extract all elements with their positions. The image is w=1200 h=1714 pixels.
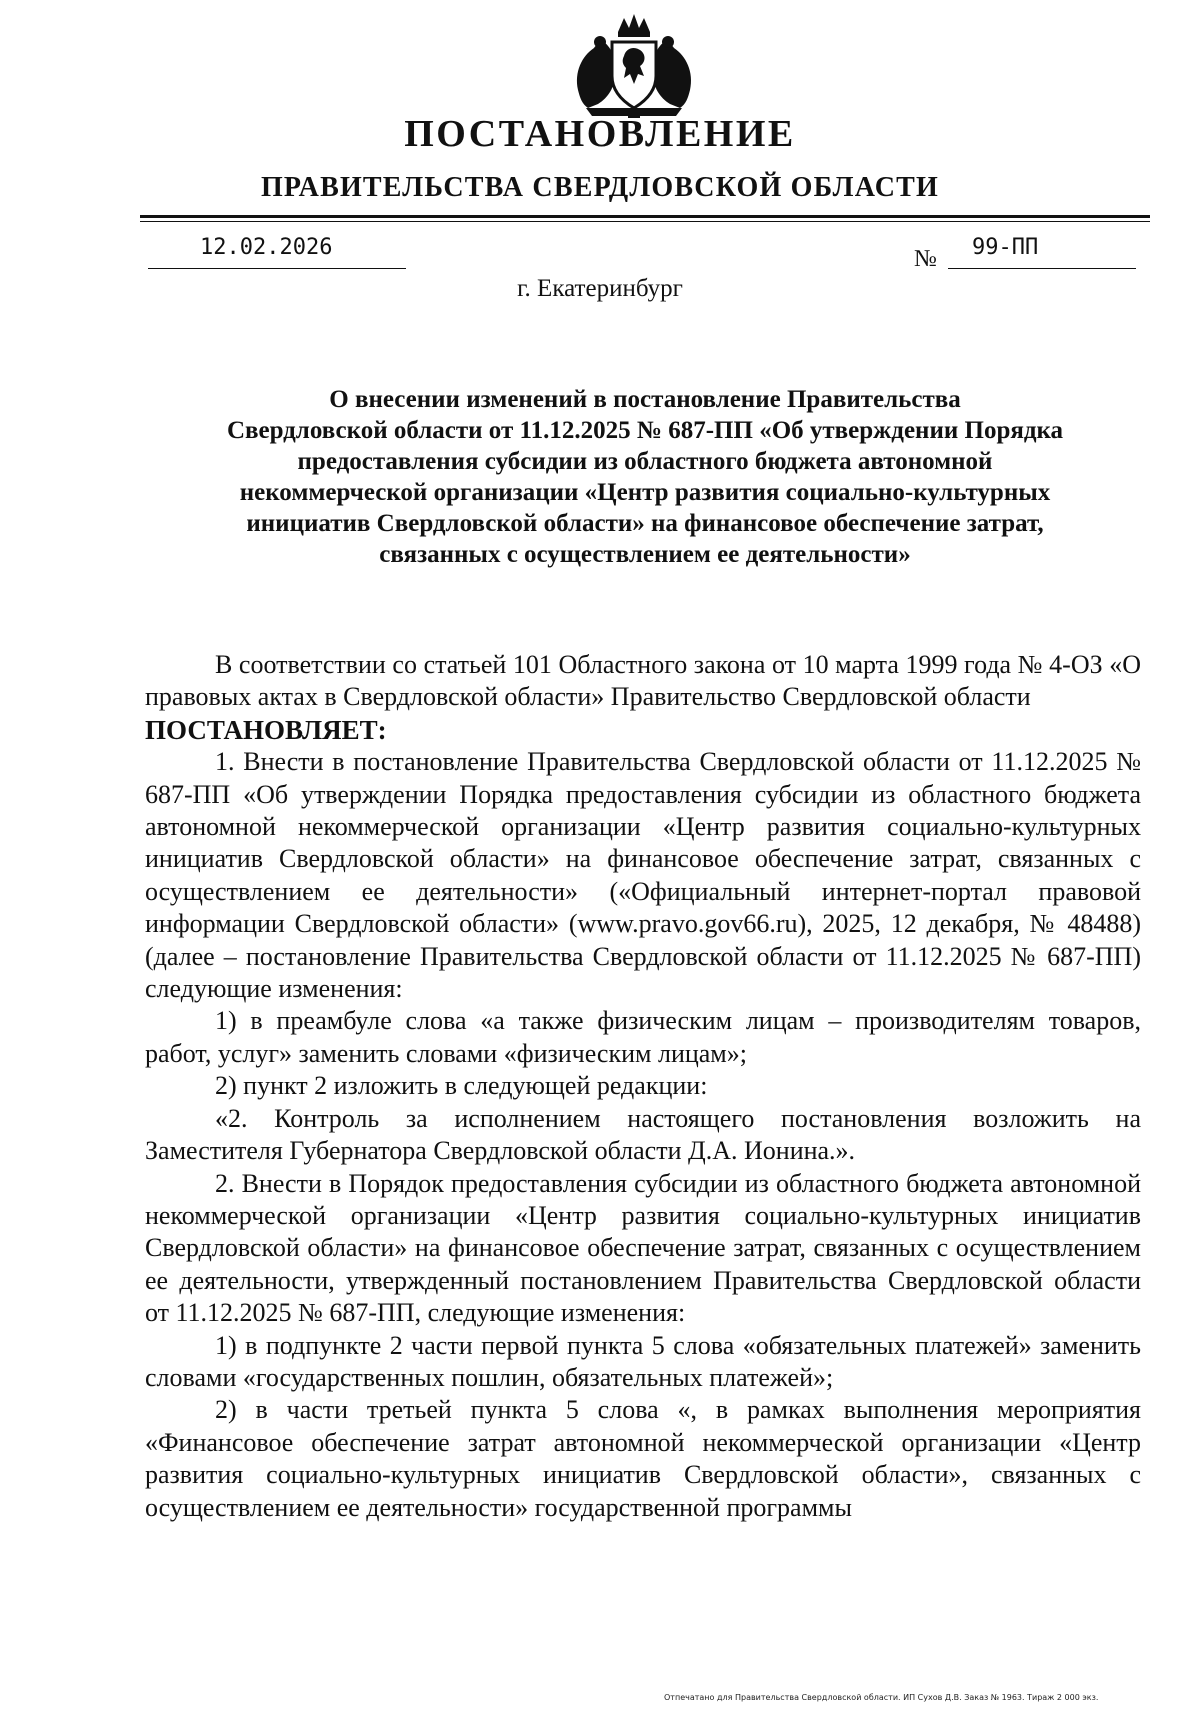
issuing-authority: ПРАВИТЕЛЬСТВА СВЕРДЛОВСКОЙ ОБЛАСТИ: [260, 172, 940, 203]
document-title-line: предоставления субсидии из областного бюджета автономной: [297, 448, 993, 475]
document-title-line: связанных с осуществлением ее деятельности»: [379, 541, 911, 568]
document-type-title: ПОСТАНОВЛЕНИЕ: [404, 113, 796, 155]
header-divider-thin: [140, 221, 1150, 222]
document-date: 12.02.2026: [200, 235, 333, 260]
clause-1-subitem-2-text: «2. Контроль за исполнением настоящего постановления возложить на Заместителя Губернатора Свердловской области Д.А. Ионина.».: [145, 1103, 1141, 1166]
document-title: [140, 384, 1150, 570]
date-underline: [148, 268, 406, 269]
document-title-line: инициатив Свердловской области» на финансовое обеспечение затрат,: [246, 510, 1044, 537]
document-title-line: О внесении изменений в постановление Правительства: [329, 386, 961, 413]
document-body: [145, 649, 1141, 1524]
clause-1: 1. Внести в постановление Правительства Свердловской области от 11.12.2025 № 687-ПП «Об утверждении Порядка предоставления субсидии из областного бюджета автономной некоммерческой организации «Центр развития социально-культурных инициатив Свердловской области» на финансовое обеспечение затрат, связанных с осуществлением ее деятельности» («Официальный интернет-портал правовой информации Свердловской области» (www.pravo.gov66.ru), 2025, 12 декабря, № 48488) (далее – постановление Правительства Свердловской области от 11.12.2025 № 687-ПП) следующие изменения:: [145, 747, 1141, 1004]
clause-2: 2. Внести в Порядок предоставления субсидии из областного бюджета автономной некоммерческой организации «Центр развития социально-культурных инициатив Свердловской области» на финансовое обеспечение затрат, связанных с осуществлением ее деятельности, утвержденный постановлением Правительства Свердловской области от 11.12.2025 № 687-ПП, следующие изменения:: [145, 1168, 1141, 1328]
clause-1-subitem-2: 2) пункт 2 изложить в следующей редакции:: [215, 1071, 708, 1101]
number-sign: №: [914, 246, 937, 272]
coat-of-arms-icon: [568, 12, 700, 120]
clause-2-subitem-2: 2) в части третьей пункта 5 слова «, в рамках выполнения мероприятия «Финансовое обеспечение затрат автономной некоммерческой организации «Центр развития социально-культурных инициатив Свердловской области», связанных с осуществлением ее деятельности» государственной программы: [145, 1395, 1141, 1522]
header-divider-thick: [140, 215, 1150, 218]
clause-2-subitem-1: 1) в подпункте 2 части первой пункта 5 слова «обязательных платежей» заменить словами «государственных пошлин, обязательных платежей»;: [145, 1330, 1141, 1392]
clause-1-subitem-1: 1) в преамбуле слова «а также физическим лицам – производителям товаров, работ, услуг» заменить словами «физическим лицам»;: [145, 1006, 1141, 1068]
document-number: 99-ПП: [972, 235, 1039, 260]
document-title-line: Свердловской области от 11.12.2025 № 687-ПП «Об утверждении Порядка: [226, 417, 1064, 444]
preamble-paragraph: В соответствии со статьей 101 Областного закона от 10 марта 1999 года № 4-ОЗ «О правовых актах в Свердловской области» Правительство Свердловской области: [145, 650, 1141, 712]
number-underline: [948, 268, 1136, 269]
print-footer: Отпечатано для Правительства Свердловской области. ИП Сухов Д.В. Заказ № 1963. Тираж 2 000 экз.: [664, 1693, 1099, 1702]
document-city: г. Екатеринбург: [517, 275, 683, 302]
document-title-line: некоммерческой организации «Центр развития социально-культурных: [239, 479, 1051, 506]
resolves-heading: ПОСТАНОВЛЯЕТ:: [145, 714, 387, 745]
